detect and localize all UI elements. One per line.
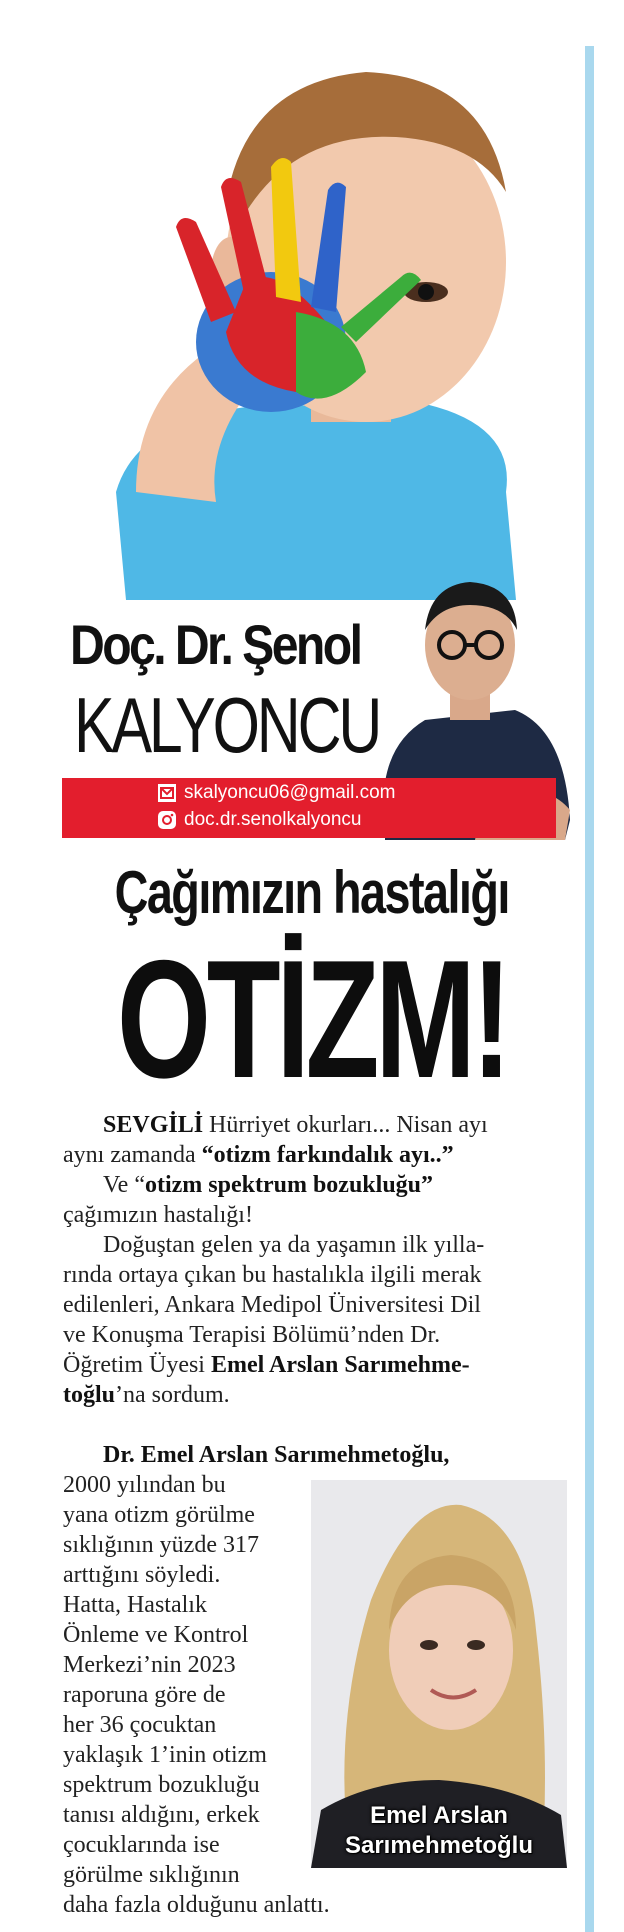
author-name-last: KALYONCU [74,681,380,769]
photo-caption-line-2: Sarımehmetoğlu [344,1832,534,1859]
photo-caption-line-1: Emel Arslan [370,1802,508,1829]
hero-photo [96,22,536,600]
contact-bar [62,778,556,838]
p4-line: sıklığının yüzde 317 [63,1532,259,1558]
paragraph-2: Ve “otizm spektrum bozukluğu” [103,1172,434,1198]
author-name-first: Doç. Dr. Şenol [70,613,361,676]
paragraph-3-line-1: Doğuştan gelen ya da yaşamın ilk yılla- [103,1232,485,1258]
paragraph-2-cont: çağımızın hastalığı! [63,1202,253,1228]
paragraph-3-line-2: rında ortaya çıkan bu hastalıkla ilgili merak [63,1262,482,1288]
article-body [63,1110,573,1470]
big-title: OTİZM! [116,925,508,1113]
paragraph-3-line-4: ve Konuşma Terapisi Bölümü’nden Dr. [63,1322,441,1348]
instagram-icon [157,810,177,830]
email-row[interactable] [157,782,396,804]
p4-line: 2000 yılından bu [63,1472,226,1498]
interviewee-photo [311,1480,567,1868]
paragraph-4-lead: Dr. Emel Arslan Sarımehmetoğlu, [103,1442,450,1468]
p4-line: spektrum bozukluğu [63,1772,260,1798]
paragraph-4-column [63,1470,303,1890]
paragraph-4-end [63,1890,573,1920]
p4-line: yana otizm görülme [63,1502,255,1528]
p4-line: her 36 çocuktan [63,1712,217,1738]
p4-line: Hatta, Hastalık [63,1592,207,1618]
p4-line: Merkezi’nin 2023 [63,1652,236,1678]
email-address[interactable]: skalyoncu06@gmail.com [184,782,396,803]
p4-line: görülme sıklığının [63,1862,240,1888]
p4-line: çocuklarında ise [63,1832,220,1858]
mail-icon [157,783,177,803]
p4-line: raporuna göre de [63,1682,226,1708]
paragraph-3-line-3: edilenleri, Ankara Medipol Üniversitesi Dil [63,1292,481,1318]
paragraph-1-cont: aynı zamanda “otizm farkındalık ayı..” [63,1142,454,1168]
p4-last-line: daha fazla olduğunu anlattı. [63,1892,330,1918]
paragraph-3-line-6: toğlu’na sordum. [63,1382,230,1408]
p4-line: tanısı aldığını, erkek [63,1802,260,1828]
instagram-row[interactable] [157,809,361,831]
p4-line: yaklaşık 1’inin otizm [63,1742,267,1768]
p4-line: arttığını söyledi. [63,1562,221,1588]
p4-line: Önleme ve Kontrol [63,1622,249,1648]
instagram-handle[interactable]: doc.dr.senolkalyoncu [184,809,362,830]
headline: Çağımızın hastalığı [114,859,510,926]
paragraph-3-line-5: Öğretim Üyesi Emel Arslan Sarımehme- [63,1352,470,1378]
paragraph-1: SEVGİLİ Hürriyet okurları... Nisan ayı [103,1112,488,1138]
